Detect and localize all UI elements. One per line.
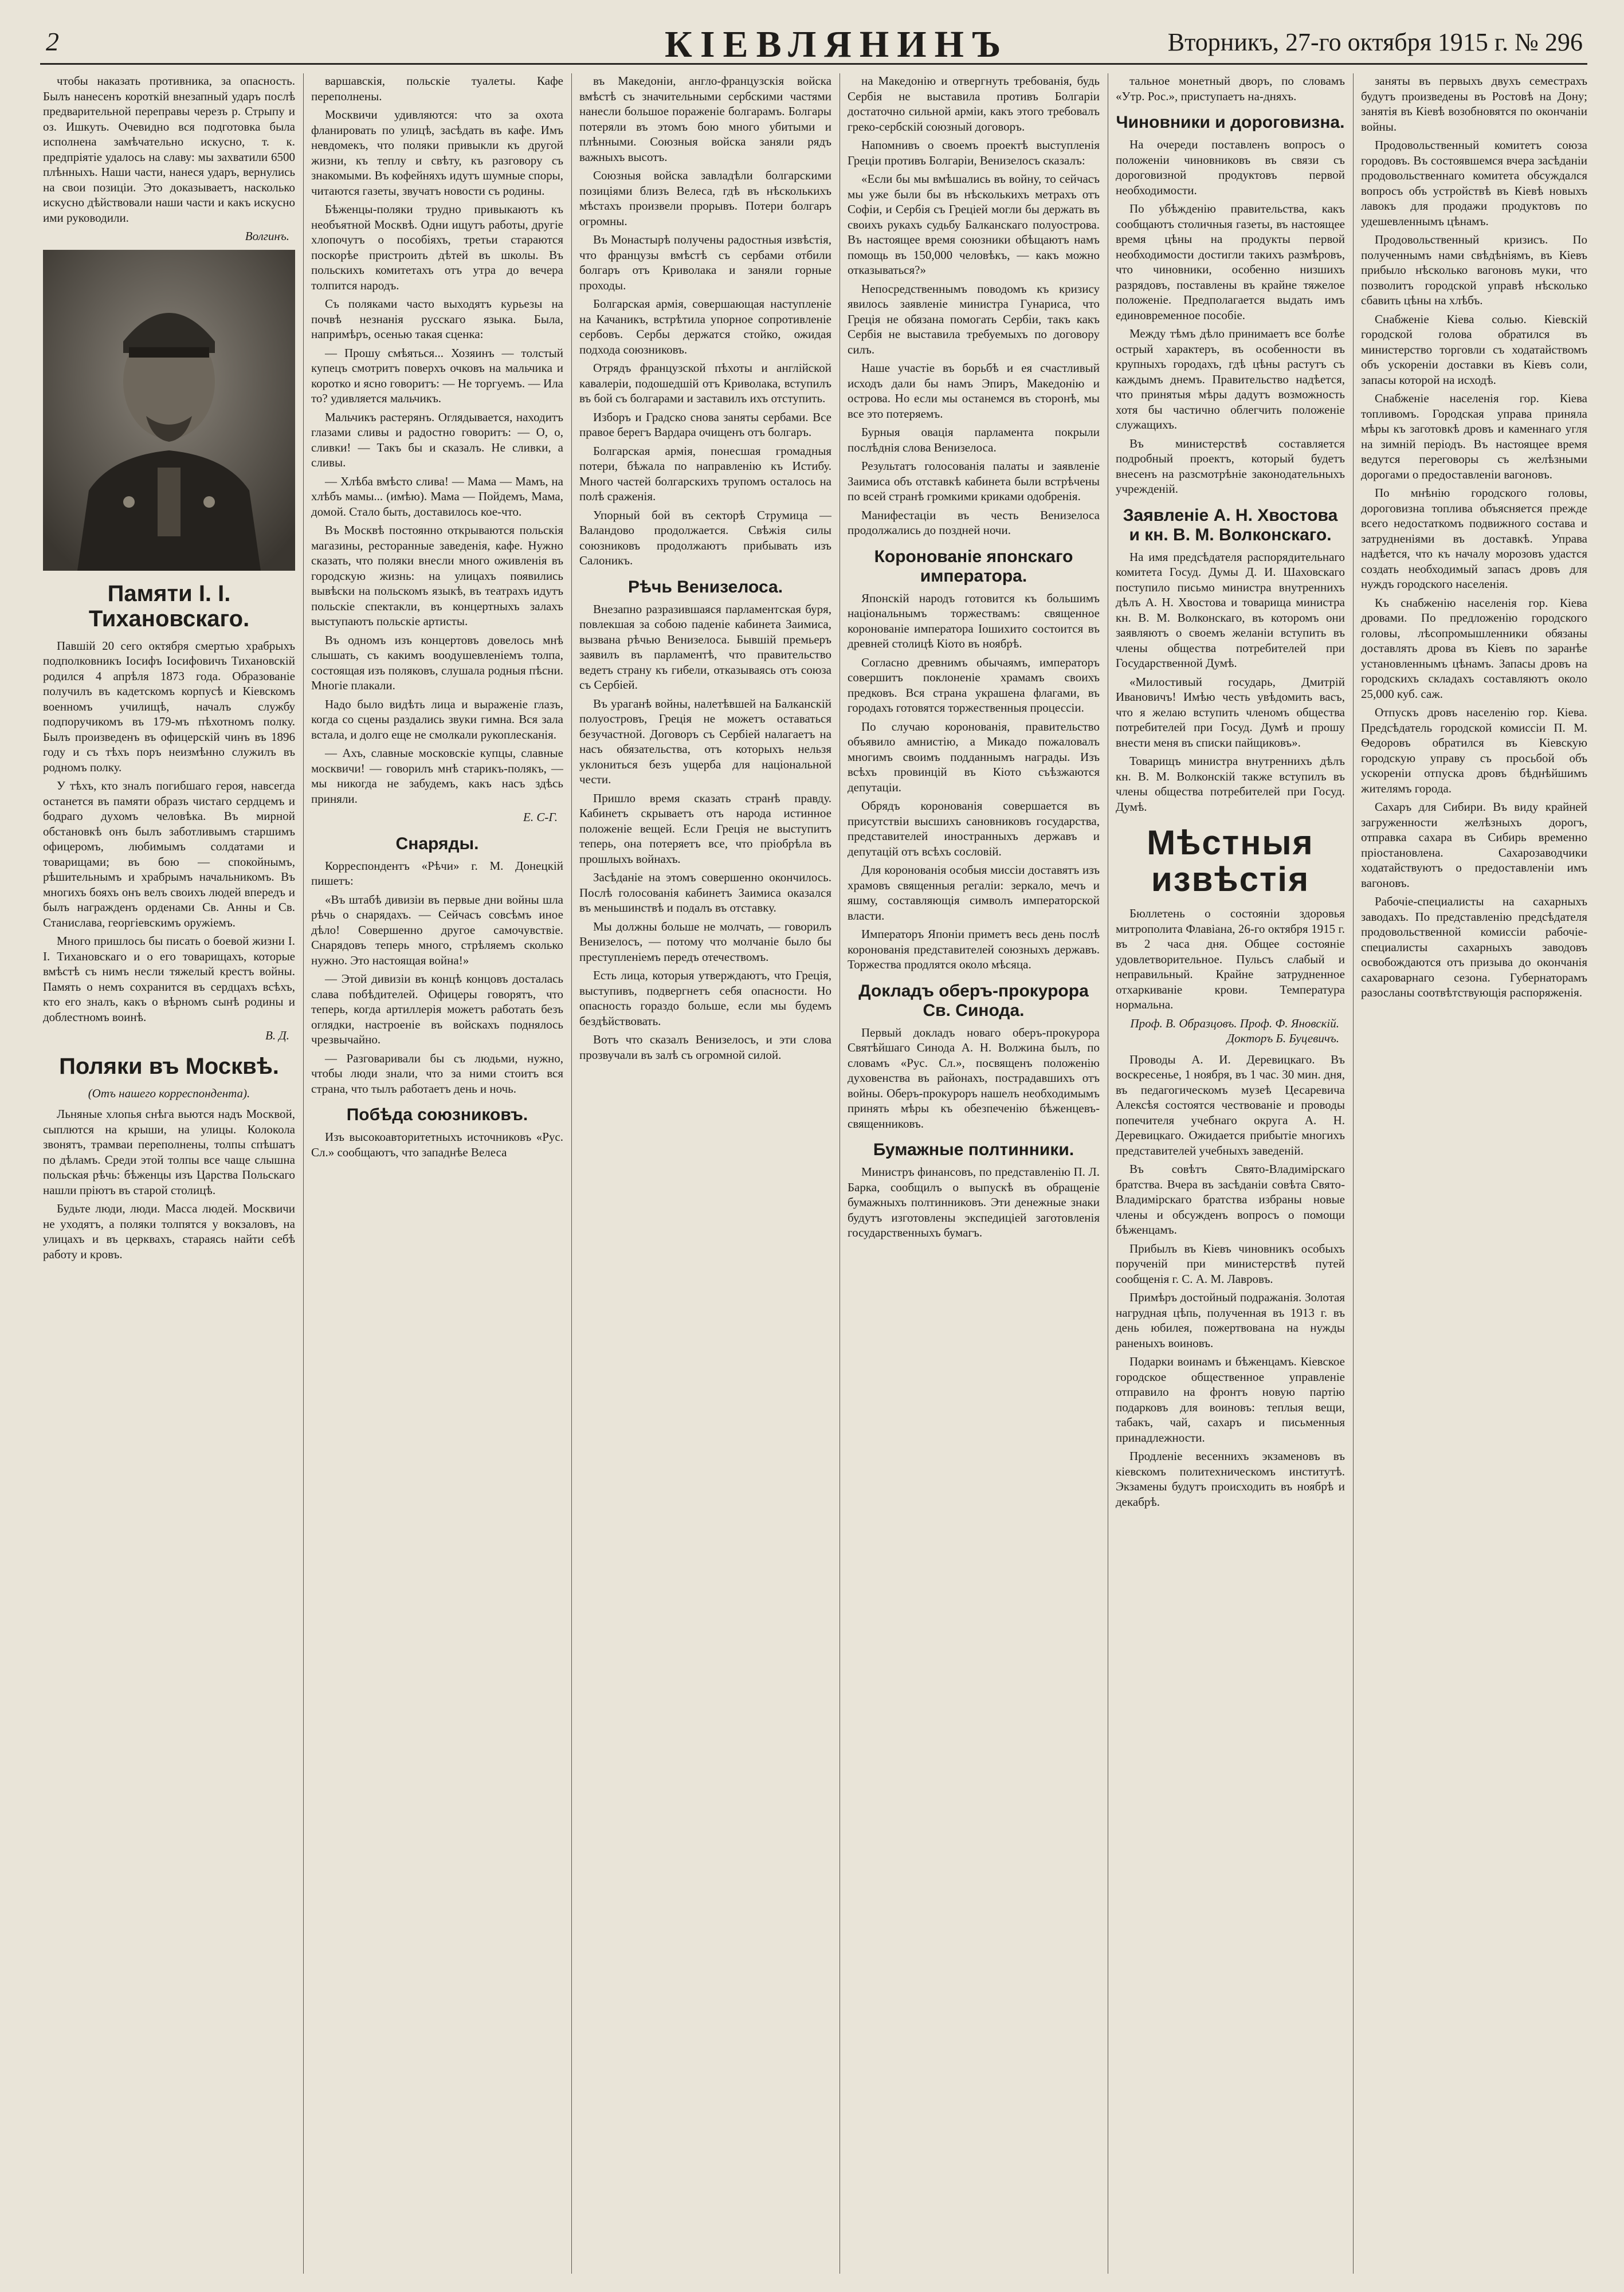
article-paragraph: Надо было видѣть лица и выраженіе глазъ, когда со сцены раздались звуки гимна. Вся зала встала, и долго еще не смолкали рукоплесканія. [311,697,563,741]
article-paragraph: Въ ураганѣ войны, налетѣвшей на Балканскій полуостровъ, Греція не можетъ оставаться безучастной. Договоръ съ Сербіей налагаетъ на насъ обязательства, отъ которыхъ нельзя уклониться безъ ущерба для національной чести. [579,696,831,786]
column-2 [311,73,563,2279]
column-3 [579,73,831,2279]
article-paragraph: Бурныя овація парламента покрыли послѣднія слова Венизелоса. [848,425,1100,454]
article-paragraph: заняты въ первыхъ двухъ семестрахъ будутъ произведены въ Ростовѣ на Дону; занятія въ Кіевѣ возобновятся по окончаніи войны. [1361,74,1587,134]
article-paragraph: — Прошу смѣяться... Хозяинъ — толстый купецъ смотритъ поверхъ очковъ на мальчика и коротко и ясно говоритъ: — Не торгуемъ. — Ила то? удивляется мальчикъ. [311,346,563,405]
article-paragraph: Союзныя войска завладѣли болгарскими позиціями близъ Велеса, гдѣ въ нѣсколькихъ мѣстахъ произвели прорывъ. Потери болгаръ огромны. [579,168,831,228]
column-4 [848,73,1100,2279]
article-paragraph: Отрядъ французской пѣхоты и англійской кавалеріи, подошедшій отъ Криволака, вступилъ въ бой съ болгарами и заставилъ ихъ отступить. [579,361,831,405]
article-paragraph: — Ахъ, славные московскіе купцы, славные москвичи! — говорилъ мнѣ старикъ-полякъ, — мы никогда не забудемъ, какъ насъ здѣсь приняли. [311,746,563,806]
column-divider [571,73,572,2274]
article-paragraph: Въ одномъ изъ концертовъ довелось мнѣ слышать, съ какимъ воодушевленіемъ толпа, состоящая изъ поляковъ, слушала родныя пѣсни. Многіе плакали. [311,633,563,692]
article-paragraph: Для коронованія особыя миссіи доставятъ изъ храмовъ священныя регаліи: зеркало, мечъ и яшму, составляющія символъ императорской власти. [848,863,1100,923]
article-headline: Снаряды. [395,834,479,853]
article-headline: Докладъ оберъ-прокурора Св. Синода. [858,981,1089,1020]
article-paragraph: тальное монетный дворъ, по словамъ «Утр. Рос.», приступаетъ на-дняхъ. [1116,74,1345,103]
article-paragraph: Снабженіе населенія гор. Кіева топливомъ. Городская управа приняла мѣры къ заготовкѣ дровъ и каменнаго угля на зимній періодъ. Въ настоящее время ведутся переговоры съ желѣзными дорогами о предоставленіи вагоновъ. [1361,391,1587,481]
section-headline: Мѣстныя извѣстія [1147,823,1314,898]
article-paragraph: въ Македоніи, англо-французскія войска вмѣстѣ съ значительными сербскими частями нанесли большое пораженіе болгарамъ. Болгары потеряли въ этомъ бою много убитыми и плѣнными. Союзныя войска заняли рядъ важныхъ высотъ. [579,74,831,164]
article-paragraph: Проводы А. И. Деревицкаго. Въ воскресенье, 1 ноября, въ 1 час. 30 мин. дня, въ педагогическомъ музеѣ Цесаревича Алексѣя состоятся чествованіе и проводы попечителя учебнаго округа А. Н. Деревицкаго. Ожидается прибытіе многихъ представителей учебныхъ заведеній. [1116,1052,1345,1157]
article-paragraph: Изборъ и Градско снова заняты сербами. Все правое берегъ Вардара очищенъ отъ болгаръ. [579,410,831,439]
article-paragraph: Прибылъ въ Кіевъ чиновникъ особыхъ порученій при министерствѣ путей сообщенія г. С. А. М. Лавровъ. [1116,1241,1345,1286]
article-paragraph: Внезапно разразившаяся парламентская буря, повлекшая за собою паденіе кабинета Заимиса, вызвана рѣчью Венизелоса. Бывшій премьеръ заявилъ въ парламентѣ, что правительство ведетъ страну къ гибели, отказываясь отъ союза съ Сербіей. [579,602,831,692]
article-paragraph: Продовольственный кризисъ. По полученнымъ нами свѣдѣніямъ, въ Кіевъ прибыло нѣсколько вагоновъ муки, что позволитъ городской управѣ нѣсколько сбавить цѣны на хлѣбъ. [1361,233,1587,307]
article-paragraph: Бюллетень о состояніи здоровья митрополита Флавіана, 26-го октября 1915 г. въ 2 часа дня. Общее состояніе удовлетворительное. Пульсъ слабый и неправильный. Крайне затрудненное отхаркиваніе крови. Температура нормальна. [1116,906,1345,1011]
article-paragraph: Съ поляками часто выходятъ курьезы на почвѣ незнанія русскаго языка. Была, напримѣръ, осенью такая сценка: [311,297,563,341]
article-paragraph: — Разговаривали бы съ людьми, нужно, чтобы люди знали, что за ними стоитъ вся страна, что тылъ работаетъ день и ночь. [311,1051,563,1096]
article-paragraph: Между тѣмъ дѣло принимаетъ все болѣе острый характеръ, въ особенности въ крупныхъ городахъ, гдѣ цѣны растутъ съ каждымъ днемъ. Правительство надѣется, что принятыя мѣры дадутъ возможность хотя бы частично облегчить положеніе служащихъ. [1116,327,1345,431]
article-paragraph: Примѣръ достойный подражанія. Золотая нагрудная цѣпь, полученная въ 1913 г. въ день юбилея, пожертвована на нужды раненыхъ воиновъ. [1116,1290,1345,1350]
article-signature: Е. С-Г. [523,810,558,824]
article-paragraph: Мы должны больше не молчать, — говорилъ Венизелосъ, — потому что молчаніе было бы преступленіемъ передъ отечествомъ. [579,919,831,964]
article-paragraph: Манифестаціи въ честь Венизелоса продолжались до поздней ночи. [848,508,1100,537]
article-paragraph: На имя предсѣдателя распорядительнаго комитета Госуд. Думы Д. И. Шаховскаго поступило письмо министра внутреннихъ дѣлъ А. Н. Хвостова и товарища министра кн. В. М. Волконскаго, въ которомъ они заявляютъ о своемъ желаніи вступить въ члены общества потребителей при Государственной Думѣ. [1116,550,1345,670]
article-paragraph: Первый докладъ новаго оберъ-прокурора Святѣйшаго Синода А. Н. Волжина былъ, по словамъ «Рус. Сл.», посвященъ положенію духовенства въ районахъ, пострадавшихъ отъ войны. Оберъ-прокуроръ нашелъ необходимымъ принять мѣры къ обезпеченію бѣженцевъ-священниковъ. [848,1025,1100,1131]
article-paragraph: Наше участіе въ борьбѣ и ея счастливый исходъ дали бы намъ Эпиръ, Македонію и острова. Но если мы останемся въ сторонѣ, мы все это потеряемъ. [848,361,1100,421]
article-paragraph: Сахаръ для Сибири. Въ виду крайней загруженности желѣзныхъ дорогъ, отправка сахара въ Сибирь временно пріостановлена. Сахарозаводчики ходатайствуютъ о предоставленіи имъ вагоновъ. [1361,800,1587,890]
article-paragraph: Непосредственнымъ поводомъ къ кризису явилось заявленіе министра Гунариса, что Греція не обязана помогать Сербіи, такъ какъ Сербія не выставила требуемыхъ по договору силъ. [848,281,1100,356]
article-paragraph: Мальчикъ растерянъ. Оглядывается, находитъ глазами сливы и радостно говоритъ: — О, о, сливки! — Такъ бы и сказалъ. Не сливки, а сливы. [311,410,563,469]
article-signature: Волгинъ. [245,229,289,243]
article-paragraph: Напомнивъ о своемъ проектѣ выступленія Греціи противъ Болгаріи, Венизелосъ сказалъ: [848,138,1100,167]
article-paragraph: У тѣхъ, кто зналъ погибшаго героя, навсегда останется въ памяти образъ чистаго сердцемъ и бодраго духомъ человѣка. Въ мирной обстановкѣ онъ былъ заботливымъ старшимъ офицеромъ, любимымъ солдатами и товарищами; въ бою — спокойнымъ, рѣшительнымъ и храбрымъ начальникомъ. Въ многихъ бояхъ онъ велъ своихъ людей впередъ и былъ награжденъ орденами Св. Анны и Св. Станислава, георгіевскимъ оружіемъ. [43,779,295,929]
article-paragraph: чтобы наказать противника, за опасность. Былъ нанесенъ короткій внезапный ударъ послѣ предварительной переправы черезъ р. Стрыпу и оз. Ишкуть. Очевидно вся подготовка была исполнена замѣчательно искусно, т. к. предпріятіе удалось на славу: мы захватили 6500 плѣнныхъ. Наши части, нанеся ударъ, вернулись на свои позиціи. Это доказываетъ, насколько искусно дѣйствовали наши части и какъ искусно ими руководили. [43,74,295,225]
article-headline: Памяти І. І. Тихановскаго. [88,580,250,631]
article-byline: (Отъ нашего корреспондента). [88,1086,250,1100]
portrait-image [43,250,295,571]
article-paragraph: «Милостивый государь, Дмитрій Ивановичъ! Имѣю честь увѣдомить васъ, что я желаю вступить членомъ общества потребителей при Госуд. Думѣ и прошу внести меня въ списки пайщиковъ». [1116,674,1345,749]
article-paragraph: Москвичи удивляются: что за охота фланировать по улицѣ, засѣдать въ кафе. Имъ невдомекъ, что поляки привыкли къ другой жизни, къ теплу и свѣту, къ разговору съ знакомыми. Въ кофейняхъ идутъ шумные споры, читаются газеты, звучатъ новости съ родины. [311,108,563,198]
article-paragraph: «Если бы мы вмѣшались въ войну, то сейчасъ мы уже были бы въ нѣсколькихъ метрахъ отъ Софіи, и Сербія съ Греціей могли бы держать въ своихъ рукахъ судьбу Балканскаго полуострова. Въ настоящее время союзники обѣщаютъ намъ помощь въ 150,000 человѣкъ, — какъ можно отказываться?» [848,172,1100,277]
article-paragraph: Обрядъ коронованія совершается въ присутствіи высшихъ сановниковъ государства, представителей иностранныхъ державъ и депутацій отъ всѣхъ сословій. [848,799,1100,858]
article-paragraph: На очереди поставленъ вопросъ о положеніи чиновниковъ въ связи съ дороговизной продуктовъ первой необходимости. [1116,138,1345,197]
article-paragraph: — Хлѣба вмѣсто слива! — Мама — Мамъ, на хлѣбъ мамы... (имѣю). Мама — Пойдемъ, Мама, домой. Стало быть, доставилось кое-что. [311,474,563,519]
article-paragraph: Императоръ Японіи приметъ весь день послѣ коронованія представителей союзныхъ державъ. Торжества продлятся около мѣсяца. [848,927,1100,971]
article-paragraph: Пришло время сказать странѣ правду. Кабинетъ скрываетъ отъ народа истинное положеніе вещей. Если Греція не выступитъ теперь, она потеряетъ все, что пріобрѣла въ прошлыхъ войнахъ. [579,791,831,866]
article-paragraph: По мнѣнію городского головы, дороговизна топлива объясняется прежде всего недостаткомъ подвижного состава и затрудненіями въ доставкѣ. Управа надѣется, что къ началу морозовъ удастся создать необходимый запасъ дровъ для нуждъ городского населенія. [1361,486,1587,591]
column-1 [43,73,295,2279]
article-paragraph: Упорный бой въ секторѣ Струмица — Валандово продолжается. Свѣжія силы союзниковъ продолжаютъ прибывать изъ Салоникъ. [579,508,831,567]
article-paragraph: «Въ штабѣ дивизіи въ первые дни войны шла рѣчь о снарядахъ. — Сейчасъ совсѣмъ иное дѣло! Совершенно другое самочувствіе. Снарядовъ теперь много, стрѣляемъ сколько нужно. Это настоящая война!» [311,892,563,967]
article-paragraph: Болгарская армія, совершающая наступленіе на Качаникъ, встрѣтила упорное сопротивленіе сербовъ. Сербы держатся стойко, ожидая подхода союзниковъ. [579,297,831,356]
article-paragraph: Вотъ что сказалъ Венизелосъ, и эти слова прозвучали въ залѣ съ огромной силой. [579,1033,831,1062]
article-paragraph: Есть лица, которыя утверждаютъ, что Греція, выступивъ, подвергнетъ себя опасности. Но опасность гораздо больше, если мы будемъ бездѣйствовать. [579,968,831,1028]
page-number: 2 [46,27,59,56]
article-headline: Поляки въ Москвѣ. [59,1053,279,1079]
article-paragraph: Въ министерствѣ составляется подробный проектъ, который будетъ внесенъ на разсмотрѣніе законодательныхъ учрежденій. [1116,436,1345,496]
article-paragraph: Льняные хлопья снѣга вьются надъ Москвой, сыплются на крыши, на улицы. Колокола звонятъ, трамваи переполнены, толпы спѣшатъ по дѣламъ. Среди этой толпы все чаще слышна польская рѣчь: бѣженцы изъ Царства Польскаго нашли пріютъ въ старой столицѣ. [43,1107,295,1197]
article-headline: Побѣда союзниковъ. [346,1105,528,1124]
article-signature: Проф. В. Образцовъ. Проф. Ф. Яновскій. Докторъ Б. Буцевичъ. [1130,1016,1339,1045]
article-headline: Заявленіе А. Н. Хвостова и кн. В. М. Волконскаго. [1123,505,1338,544]
article-paragraph: варшавскія, польскіе туалеты. Кафе переполнены. [311,74,563,103]
article-paragraph: Къ снабженію населенія гор. Кіева дровами. По предложенію городского головы, лѣсопромышленники обязаны доставлять дрова въ Кіевъ по заранѣе установленнымъ цѣнамъ. Запасы дровъ на городскихъ складахъ составляютъ около 25,000 куб. саж. [1361,595,1587,701]
article-paragraph: По убѣжденію правительства, какъ сообщаютъ столичныя газеты, въ настоящее время цѣны на продукты первой необходимости достигли такихъ размѣровъ, что чиновники, особенно низшихъ разрядовъ, поставлены въ крайне тяжелое положеніе. Предполагается выдать имъ единовременное пособіе. [1116,202,1345,322]
article-paragraph: Министръ финансовъ, по представленію П. Л. Барка, сообщилъ о выпускѣ въ обращеніе бумажныхъ полтинниковъ. Эти денежные знаки будутъ изготовлены экспедиціей заготовленія государственныхъ бумагъ. [848,1165,1100,1239]
article-paragraph: Продленіе весеннихъ экзаменовъ въ кіевскомъ политехническомъ институтѣ. Экзамены будутъ происходить въ ноябрѣ и декабрѣ. [1116,1449,1345,1509]
column-5 [1116,73,1345,2279]
article-paragraph: Болгарская армія, понесшая громадныя потери, бѣжала по направленію къ Истибу. Много частей болгарскихъ трупомъ осталось на полѣ сраженія. [579,444,831,503]
column-divider [1353,73,1354,2274]
portrait-photo [43,250,295,571]
issue-date: Вторникъ, 27-го октября 1915 г. № 296 [1167,28,1583,56]
column-divider [303,73,304,2274]
article-headline: Чиновники и дороговизна. [1116,113,1345,132]
article-paragraph: Корреспондентъ «Рѣчи» г. М. Донецкій пишетъ: [311,858,563,888]
article-paragraph: Въ Монастырѣ получены радостныя извѣстія, что французы вмѣстѣ съ сербами отбили болгаръ отъ Криволака и заняли горные проходы. [579,233,831,292]
article-paragraph: По случаю коронованія, правительство объявило амнистію, а Микадо пожаловалъ многимъ своимъ подданнымъ награды. Изъ всѣхъ провинцій въ Кіото съѣзжаются депутаціи. [848,719,1100,794]
article-paragraph: Товарищъ министра внутреннихъ дѣлъ кн. В. М. Волконскій также вступилъ въ члены общества потребителей при Госуд. Думѣ. [1116,754,1345,814]
article-paragraph: Рабочіе-специалисты на сахарныхъ заводахъ. По представленію предсѣдателя продовольственной комиссіи рабочіе-специалисты сахарныхъ заводовъ освобождаются отъ призыва до окончанія сахароварнаго сезона. Губернаторамъ разосланы соотвѣтствующія распоряженія. [1361,894,1587,999]
article-paragraph: Согласно древнимъ обычаямъ, императоръ совершитъ поклоненіе храмамъ своихъ предковъ. Вся страна украшена флагами, въ городахъ готовятся торжественныя процессіи. [848,655,1100,715]
article-headline: Бумажные полтинники. [873,1140,1074,1159]
newspaper-title: КІЕВЛЯНИНЪ [665,23,1009,65]
article-paragraph: Засѣданіе на этомъ совершенно окончилось. Послѣ голосованія кабинетъ Заимиса оказался въ меньшинствѣ и подалъ въ отставку. [579,870,831,915]
article-paragraph: Результатъ голосованія палаты и заявленіе Заимиса объ отставкѣ кабинета были встрѣчены по всей странѣ громкими криками одобренія. [848,459,1100,503]
article-paragraph: Будьте люди, люди. Масса людей. Москвичи не уходятъ, а поляки толпятся у вокзаловъ, на улицахъ и въ церквахъ, стараясь найти себѣ работу и кровъ. [43,1202,295,1261]
article-paragraph: Въ совѣтъ Свято-Владимірскаго братства. Вчера въ засѣданіи совѣта Свято-Владимірскаго братства избраны новые члены и обсужденъ вопросъ о помощи бѣженцамъ. [1116,1162,1345,1237]
article-paragraph: Бѣженцы-поляки трудно привыкаютъ къ необъятной Москвѣ. Одни ищутъ работы, другіе хлопочутъ о пособіяхъ, третьи стараются поскорѣе пристроить дѣтей въ школы. Въ польскихъ комитетахъ отъ утра до вечера толпится народъ. [311,202,563,292]
article-paragraph: Изъ высокоавторитетныхъ источниковъ «Рус. Сл.» сообщаютъ, что западнѣе Велеса [311,1130,563,1159]
article-paragraph: Японскій народъ готовится къ большимъ національнымъ торжествамъ: священное коронованіе императора Іошихито состоится въ древней столицѣ Кіото въ ноябрѣ. [848,591,1100,650]
masthead [40,23,1587,65]
article-paragraph: Въ Москвѣ постоянно открываются польскія магазины, ресторанные заведенія, кафе. Нужно сказать, что поляки внесли много оживленія въ городскую жизнь: на улицахъ появились вывѣски на польскомъ языкѣ, въ театрахъ идутъ польскіе спектакли, въ концертныхъ залахъ выступаютъ польскіе артисты. [311,523,563,628]
article-headline: Коронованіе японскаго императора. [874,547,1073,586]
article-paragraph: Подарки воинамъ и бѣженцамъ. Кіевское городское общественное управленіе отправило на фронтъ новую партію подарковъ для воиновъ: теплыя вещи, табакъ, чай, сахаръ и письменныя принадлежности. [1116,1355,1345,1445]
article-paragraph: Отпускъ дровъ населенію гор. Кіева. Предсѣдатель городской комиссіи П. М. Ѳедоровъ обратился въ Кіевскую городскую управу съ просьбой объ ускореніи отпуска дровъ бѣднѣйшимъ жителямъ города. [1361,705,1587,795]
article-paragraph: Павшій 20 сего октября смертью храбрыхъ подполковникъ Іосифъ Іосифовичъ Тихановскій родился 4 апрѣля 1873 года. Образованіе получилъ въ кадетскомъ корпусѣ и Кіевскомъ военномъ училищѣ, началъ службу подпоручикомъ въ 179-мъ пѣхотномъ полку. Былъ произведенъ въ офицерскій чинъ въ 1896 году и съ тѣхъ поръ неизмѣнно служилъ въ родномъ полку. [43,638,295,774]
article-paragraph: Много пришлось бы писать о боевой жизни І. І. Тихановскаго и о его товарищахъ, которые вмѣстѣ съ нимъ несли тяжелый крестъ войны. Память о немъ сохранится въ сердцахъ всѣхъ, кто его зналъ, какъ о вѣрномъ сынѣ родины и доблестномъ воинѣ. [43,934,295,1024]
article-signature: В. Д. [265,1029,289,1042]
article-paragraph: Продовольственный комитетъ союза городовъ. Въ состоявшемся вчера засѣданіи продовольственнаго комитета обсуждался вопросъ объ устройствѣ въ Кіевѣ новыхъ лавокъ для продажи продуктовъ по удешевленнымъ цѣнамъ. [1361,138,1587,228]
article-paragraph: на Македонію и отвергнуть требованія, будь Сербія не выставила противъ Болгаріи достаточно сильной арміи, какъ этого требовалъ греко-сербскій союзный договоръ. [848,74,1100,134]
article-headline: Рѣчь Венизелоса. [627,577,783,596]
column-6 [1361,73,1587,2279]
article-paragraph: Снабженіе Кіева солью. Кіевскій городской голова обратился въ министерство торговли съ ходатайствомъ объ ускореніи доставки въ Кіевъ соли, запасы которой на исходѣ. [1361,312,1587,387]
article-paragraph: — Этой дивизіи въ концѣ концовъ досталась слава побѣдителей. Офицеры говорятъ, что теперь, когда артиллерія можетъ работать безъ оглядки, настроеніе въ войскахъ поднялось чрезвычайно. [311,972,563,1046]
